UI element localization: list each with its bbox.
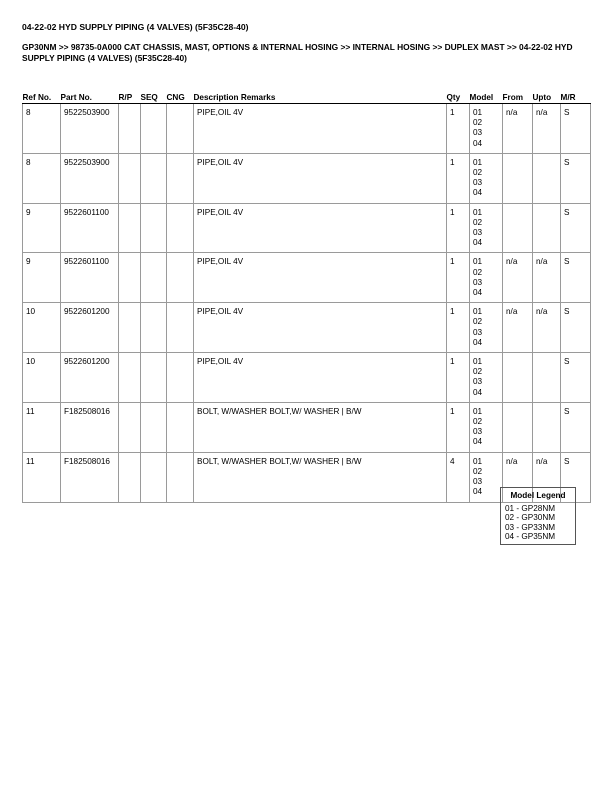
seq-cell	[141, 452, 167, 502]
cng-cell	[167, 353, 194, 403]
model-code: 04	[473, 437, 483, 447]
upto-cell	[533, 402, 561, 452]
upto-cell	[533, 203, 561, 253]
col-mr: M/R	[561, 86, 591, 104]
description-cell: PIPE,OIL 4V	[194, 104, 447, 154]
cng-cell	[167, 203, 194, 253]
col-upto: Upto	[533, 86, 561, 104]
model-cell	[470, 104, 503, 154]
model-code: 03	[473, 277, 483, 287]
upto-cell: n/a	[533, 104, 561, 154]
seq-cell	[141, 303, 167, 353]
ref-no-cell: 10	[23, 303, 61, 353]
part-no-cell: 9522601200	[61, 303, 119, 353]
model-code: 01	[473, 357, 483, 367]
from-cell	[503, 402, 533, 452]
mr-cell: S	[561, 452, 591, 502]
from-cell: n/a	[503, 303, 533, 353]
model-code: 02	[473, 317, 483, 327]
mr-cell: S	[561, 353, 591, 403]
cng-cell	[167, 253, 194, 303]
qty-cell: 1	[447, 402, 470, 452]
description-cell: BOLT, W/WASHER BOLT,W/ WASHER | B/W	[194, 452, 447, 502]
upto-cell	[533, 353, 561, 403]
table-row	[23, 303, 591, 353]
model-code: 01	[473, 207, 483, 217]
mr-cell: S	[561, 303, 591, 353]
seq-cell	[141, 402, 167, 452]
cng-cell	[167, 153, 194, 203]
cng-cell	[167, 104, 194, 154]
model-cell	[470, 153, 503, 203]
model-code: 03	[473, 427, 483, 437]
part-no-cell: F182508016	[61, 402, 119, 452]
rp-cell	[119, 402, 141, 452]
table-row	[23, 153, 591, 203]
table-header-row	[23, 86, 591, 104]
seq-cell	[141, 104, 167, 154]
model-code: 01	[473, 157, 483, 167]
model-cell	[470, 303, 503, 353]
model-code: 02	[473, 466, 483, 476]
qty-cell: 1	[447, 303, 470, 353]
cng-cell	[167, 452, 194, 502]
seq-cell	[141, 153, 167, 203]
ref-no-cell: 11	[23, 402, 61, 452]
ref-no-cell: 8	[23, 104, 61, 154]
qty-cell: 1	[447, 253, 470, 303]
model-code: 02	[473, 417, 483, 427]
qty-cell: 1	[447, 153, 470, 203]
model-code: 02	[473, 367, 483, 377]
ref-no-cell: 9	[23, 203, 61, 253]
model-code: 04	[473, 238, 483, 248]
upto-cell	[533, 153, 561, 203]
table-row	[23, 353, 591, 403]
model-code: 03	[473, 228, 483, 238]
part-no-cell: 9522503900	[61, 153, 119, 203]
table-row	[23, 104, 591, 154]
mr-cell: S	[561, 104, 591, 154]
legend-item: 02 - GP30NM	[505, 513, 556, 523]
description-cell: PIPE,OIL 4V	[194, 153, 447, 203]
col-seq: SEQ	[141, 86, 167, 104]
mr-cell: S	[561, 253, 591, 303]
model-code: 01	[473, 456, 483, 466]
upto-cell: n/a	[533, 253, 561, 303]
model-code: 01	[473, 108, 483, 117]
col-part-no: Part No.	[61, 86, 119, 104]
model-code: 01	[473, 406, 483, 416]
qty-cell: 1	[447, 203, 470, 253]
legend-item: 03 - GP33NM	[505, 522, 556, 532]
col-description: Description Remarks	[194, 86, 447, 104]
model-code: 03	[473, 377, 483, 387]
rp-cell	[119, 303, 141, 353]
seq-cell	[141, 353, 167, 403]
model-code: 03	[473, 327, 483, 337]
rp-cell	[119, 104, 141, 154]
rp-cell	[119, 452, 141, 502]
description-cell: PIPE,OIL 4V	[194, 253, 447, 303]
ref-no-cell: 11	[23, 452, 61, 502]
model-code: 04	[473, 188, 483, 198]
col-rp: R/P	[119, 86, 141, 104]
col-from: From	[503, 86, 533, 104]
rp-cell	[119, 203, 141, 253]
description-cell: PIPE,OIL 4V	[194, 353, 447, 403]
model-code: 04	[473, 337, 483, 347]
table-row	[23, 402, 591, 452]
upto-cell: n/a	[533, 303, 561, 353]
mr-cell: S	[561, 153, 591, 203]
model-code: 02	[473, 168, 483, 178]
model-code: 04	[473, 387, 483, 397]
from-cell: n/a	[503, 452, 533, 502]
model-code: 02	[473, 217, 483, 227]
table-row	[23, 203, 591, 253]
legend-item: 01 - GP28NM	[505, 503, 556, 513]
model-code: 02	[473, 118, 483, 128]
rp-cell	[119, 253, 141, 303]
seq-cell	[141, 253, 167, 303]
model-cell	[470, 402, 503, 452]
seq-cell	[141, 203, 167, 253]
model-code: 04	[473, 288, 483, 298]
part-no-cell: 9522601200	[61, 353, 119, 403]
model-code: 04	[473, 138, 483, 148]
breadcrumb: GP30NM >> 98735-0A000 CAT CHASSIS, MAST, OPTIONS & INTERNAL HOSING >> INTERNAL HOSING >> DUPLEX MAST >> 04-22-02 HYD SUPPLY PIPING (4 VALVES) (5F35C28-40)	[22, 42, 573, 63]
part-no-cell: 9522601100	[61, 203, 119, 253]
model-cell	[470, 253, 503, 303]
from-cell	[503, 153, 533, 203]
description-cell: BOLT, W/WASHER BOLT,W/ WASHER | B/W	[194, 402, 447, 452]
part-no-cell: F182508016	[61, 452, 119, 502]
ref-no-cell: 10	[23, 353, 61, 403]
mr-cell: S	[561, 203, 591, 253]
model-code: 03	[473, 128, 483, 138]
from-cell: n/a	[503, 104, 533, 154]
model-cell	[470, 203, 503, 253]
model-cell	[470, 353, 503, 403]
from-cell	[503, 203, 533, 253]
rp-cell	[119, 353, 141, 403]
model-code: 01	[473, 307, 483, 317]
page-title: 04-22-02 HYD SUPPLY PIPING (4 VALVES) (5F35C28-40)	[22, 22, 249, 32]
cng-cell	[167, 303, 194, 353]
cng-cell	[167, 402, 194, 452]
ref-no-cell: 8	[23, 153, 61, 203]
legend-title: Model Legend	[510, 491, 566, 500]
model-legend	[500, 487, 576, 545]
upto-cell: n/a	[533, 452, 561, 502]
legend-item: 04 - GP35NM	[505, 532, 556, 542]
table-row	[23, 253, 591, 303]
model-code: 02	[473, 267, 483, 277]
model-code: 03	[473, 477, 483, 487]
qty-cell: 1	[447, 104, 470, 154]
from-cell	[503, 353, 533, 403]
parts-table	[22, 86, 591, 503]
col-model: Model	[470, 86, 503, 104]
mr-cell: S	[561, 402, 591, 452]
qty-cell: 4	[447, 452, 470, 502]
col-qty: Qty	[447, 86, 470, 104]
part-no-cell: 9522601100	[61, 253, 119, 303]
qty-cell: 1	[447, 353, 470, 403]
col-cng: CNG	[167, 86, 194, 104]
description-cell: PIPE,OIL 4V	[194, 203, 447, 253]
rp-cell	[119, 153, 141, 203]
model-code: 04	[473, 487, 483, 497]
description-cell: PIPE,OIL 4V	[194, 303, 447, 353]
col-ref-no: Ref No.	[23, 86, 61, 104]
ref-no-cell: 9	[23, 253, 61, 303]
model-code: 01	[473, 257, 483, 267]
model-code: 03	[473, 178, 483, 188]
part-no-cell: 9522503900	[61, 104, 119, 154]
from-cell: n/a	[503, 253, 533, 303]
model-cell	[470, 452, 503, 502]
